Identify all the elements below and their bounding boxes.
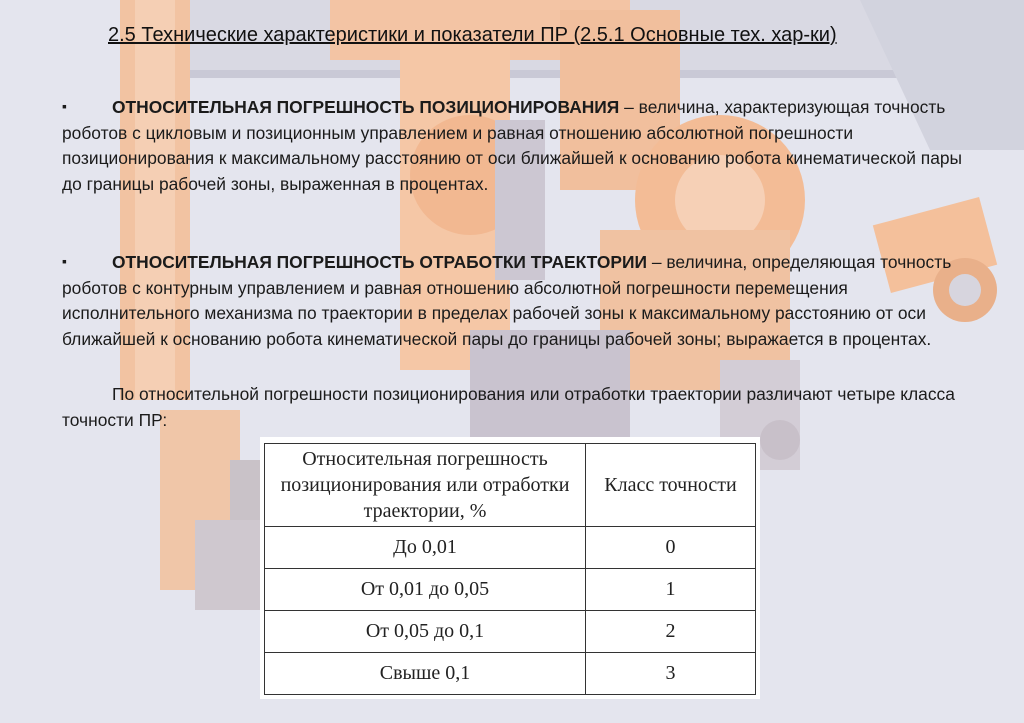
cell-accuracy-class: 1 <box>586 569 756 611</box>
cell-accuracy-class: 3 <box>586 653 756 695</box>
table-row <box>265 527 756 569</box>
slide-title: 2.5 Технические характеристики и показатели ПР (2.5.1 Основные тех. хар-ки) <box>108 24 837 46</box>
cell-error-range: От 0,01 до 0,05 <box>265 569 586 611</box>
table-row <box>265 611 756 653</box>
paragraph-positioning-error <box>62 94 982 197</box>
cell-error-range: До 0,01 <box>265 527 586 569</box>
column-header-relative-error: Относительная погрешность позиционирования или отработки траектории, % <box>265 444 586 527</box>
term-trajectory-error: ОТНОСИТЕЛЬНАЯ ПОГРЕШНОСТЬ ОТРАБОТКИ ТРАЕКТОРИИ <box>112 252 647 272</box>
table-header-row <box>265 444 756 527</box>
column-header-accuracy-class: Класс точности <box>586 444 756 527</box>
paragraph-trajectory-error <box>62 249 982 352</box>
bullet-icon: ▪ <box>62 98 67 114</box>
accuracy-class-table <box>264 443 756 695</box>
cell-error-range: Свыше 0,1 <box>265 653 586 695</box>
definition-trajectory-error: – величина, определяющая точность роботов с контурным управлением и равная отношению абсолютной погрешности перемещения исполнительного механизма по траектории в пределах рабочей зоны к максимальному расстоянию от оси ближайшей к основанию робота кинематической пары до границы рабочей зоны; выражается в процентах. <box>62 252 952 349</box>
definition-positioning-error: – величина, характеризующая точность роботов с цикловым и позиционным управлением и равная отношению абсолютной погрешности позиционирования к максимальному расстоянию от оси ближайшей к основанию робота кинематической пары до границы рабочей зоны, выраженная в процентах. <box>62 97 963 194</box>
cell-error-range: От 0,05 до 0,1 <box>265 611 586 653</box>
table-row <box>265 653 756 695</box>
term-positioning-error: ОТНОСИТЕЛЬНАЯ ПОГРЕШНОСТЬ ПОЗИЦИОНИРОВАНИЯ <box>112 97 620 117</box>
table-row <box>265 569 756 611</box>
paragraph-accuracy-classes <box>62 382 982 433</box>
accuracy-classes-intro: По относительной погрешности позиционирования или отработки траектории различают четыре класса точности ПР: <box>62 384 955 430</box>
cell-accuracy-class: 2 <box>586 611 756 653</box>
accuracy-class-table-panel <box>260 437 760 699</box>
bullet-icon: ▪ <box>62 253 67 269</box>
cell-accuracy-class: 0 <box>586 527 756 569</box>
